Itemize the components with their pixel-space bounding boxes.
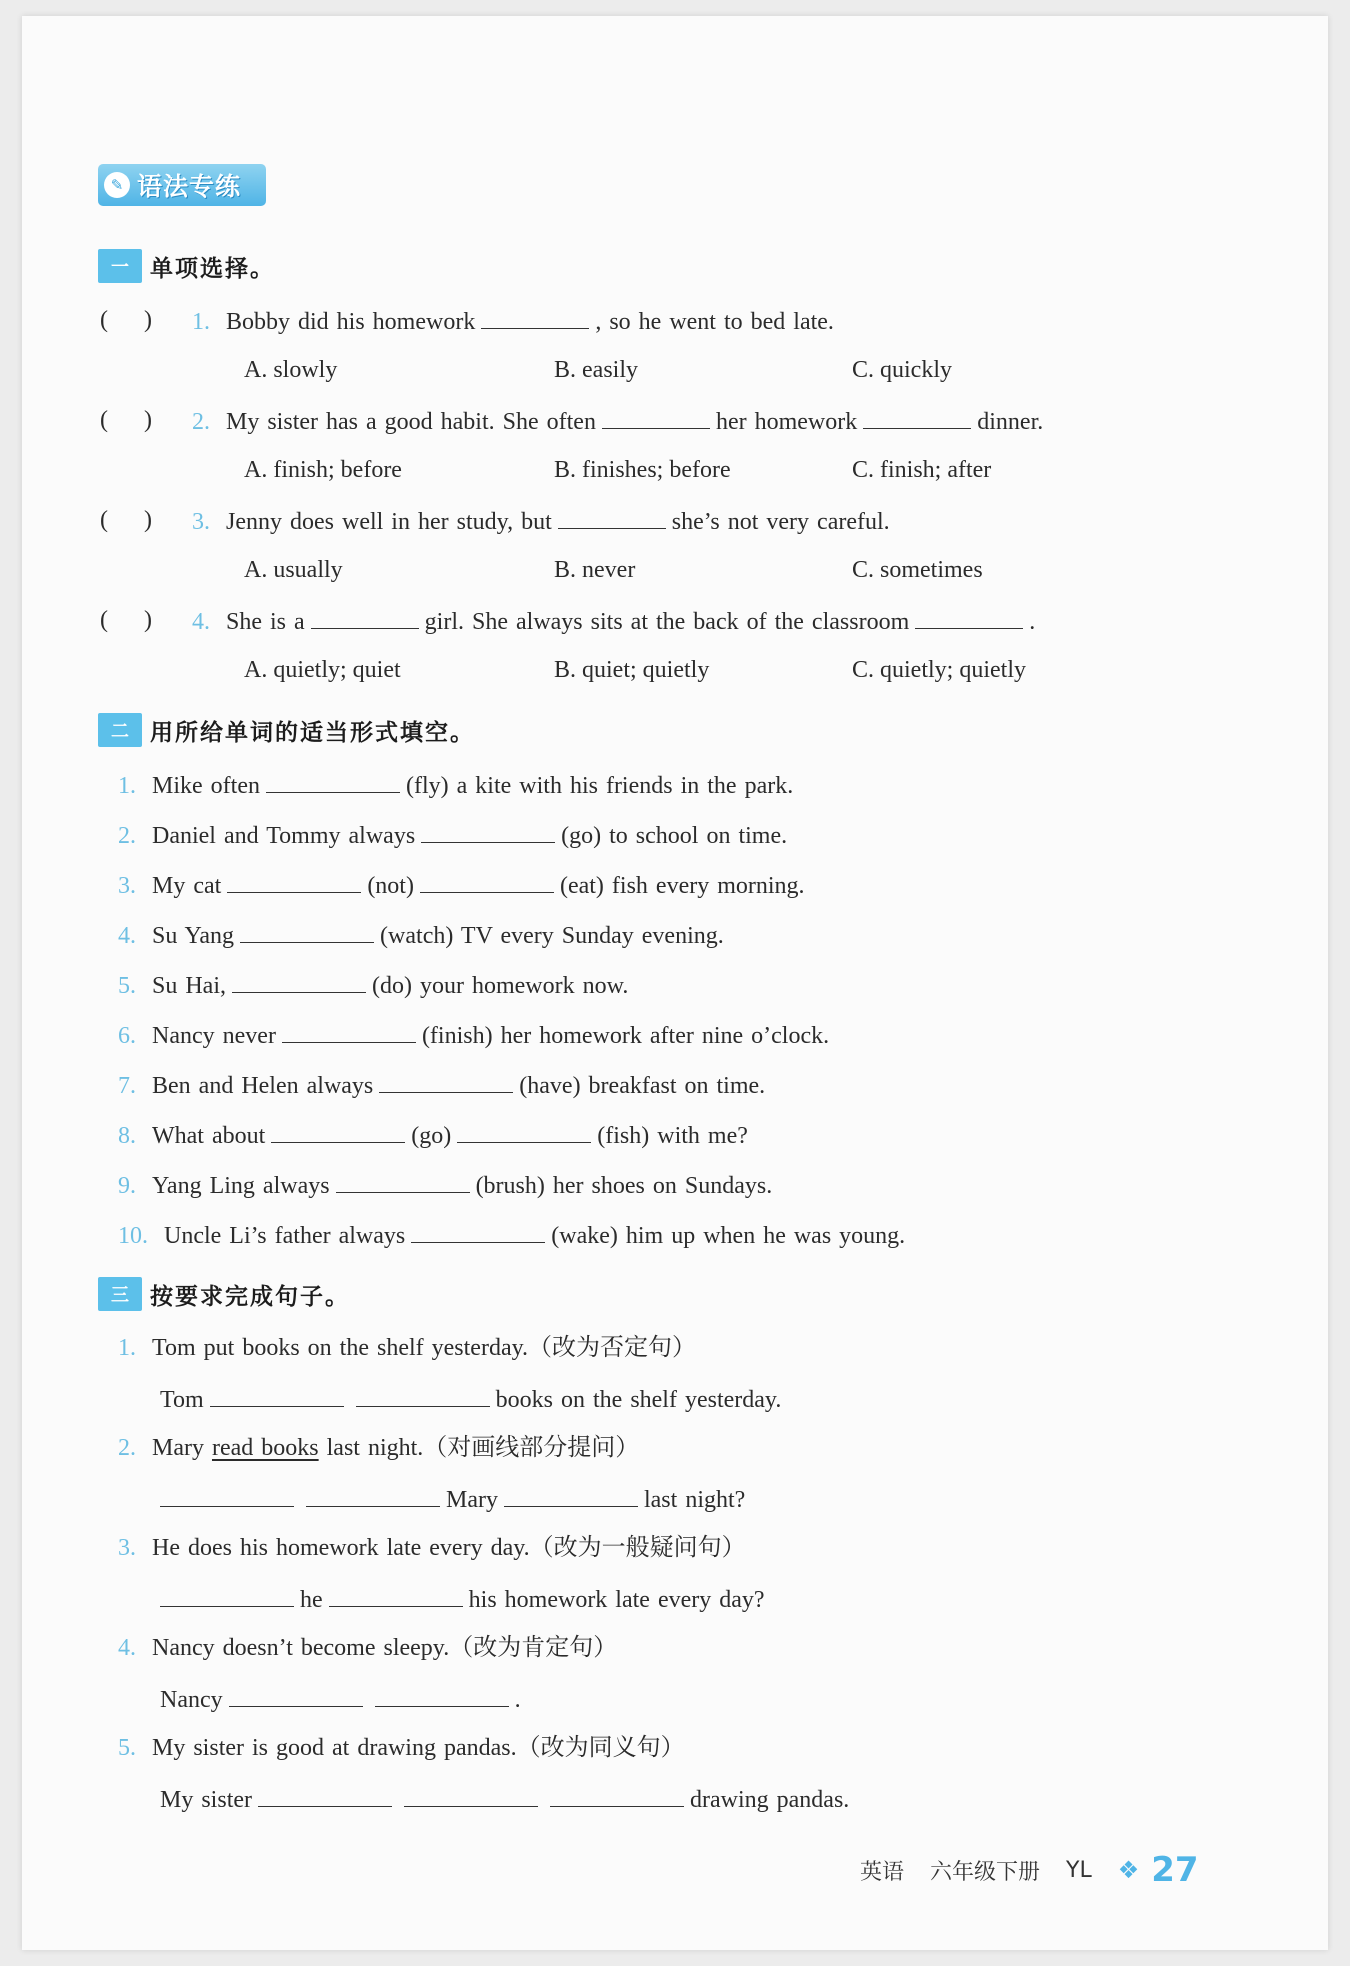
- mc-question-2: 2. My sister has a good habit. She often her homework dinner.: [192, 404, 1043, 438]
- underlined-phrase: read books: [211, 1435, 319, 1461]
- page-footer: [860, 1848, 1199, 1892]
- answer-blank[interactable]: [266, 768, 400, 793]
- answer-blank[interactable]: [375, 1682, 509, 1707]
- rewrite-item-4-prompt: 4. Nancy doesn’t become sleepy.（改为肯定句）: [118, 1635, 618, 1661]
- fill-item-6: 6. Nancy never (finish) her homework after nine o’clock.: [118, 1018, 829, 1052]
- answer-bracket[interactable]: ( ): [100, 607, 152, 633]
- answer-blank[interactable]: [160, 1482, 294, 1507]
- mc-question-4: 4. She is a girl. She always sits at the back of the classroom .: [192, 604, 1035, 638]
- option-b[interactable]: B. never: [554, 557, 636, 583]
- answer-blank[interactable]: [336, 1168, 470, 1193]
- fill-item-8: 8. What about (go) (fish) with me?: [118, 1118, 748, 1152]
- answer-blank[interactable]: [558, 504, 666, 529]
- fill-item-1: 1. Mike often (fly) a kite with his friends in the park.: [118, 768, 793, 802]
- answer-blank[interactable]: [229, 1682, 363, 1707]
- answer-blank[interactable]: [240, 918, 374, 943]
- option-b[interactable]: B. finishes; before: [554, 457, 731, 483]
- answer-blank[interactable]: [915, 604, 1023, 629]
- banner-title: 语法专练: [137, 172, 242, 201]
- fill-item-7: 7. Ben and Helen always (have) breakfast on time.: [118, 1068, 765, 1102]
- answer-blank[interactable]: [457, 1118, 591, 1143]
- option-a[interactable]: A. finish; before: [244, 457, 402, 483]
- answer-bracket[interactable]: ( ): [100, 407, 152, 433]
- answer-blank[interactable]: [356, 1382, 490, 1407]
- answer-blank[interactable]: [258, 1782, 392, 1807]
- fill-item-5: 5. Su Hai, (do) your homework now.: [118, 968, 628, 1002]
- mc-question-3: 3. Jenny does well in her study, but she’s not very careful.: [192, 504, 890, 538]
- answer-blank[interactable]: [210, 1382, 344, 1407]
- answer-blank[interactable]: [160, 1582, 294, 1607]
- option-c[interactable]: C. quickly: [852, 357, 952, 383]
- answer-blank[interactable]: [227, 868, 361, 893]
- option-b[interactable]: B. quiet; quietly: [554, 657, 710, 683]
- answer-blank[interactable]: [306, 1482, 440, 1507]
- rewrite-item-3-answer: he his homework late every day?: [154, 1582, 765, 1616]
- rewrite-item-5-prompt: 5. My sister is good at drawing pandas.（改为同义句）: [118, 1735, 685, 1761]
- option-b[interactable]: B. easily: [554, 357, 638, 383]
- page-number: 27: [1151, 1850, 1199, 1890]
- footer-edition: YL: [1066, 1857, 1092, 1883]
- section-title: 用所给单词的适当形式填空。: [150, 719, 475, 746]
- answer-blank[interactable]: [311, 604, 419, 629]
- footer-subject: 英语: [860, 1859, 905, 1885]
- option-a[interactable]: A. usually: [244, 557, 343, 583]
- option-c[interactable]: C. finish; after: [852, 457, 992, 483]
- fill-item-4: 4. Su Yang (watch) TV every Sunday evening.: [118, 918, 724, 952]
- diamond-icon: ❖: [1117, 1856, 1140, 1884]
- answer-blank[interactable]: [420, 868, 554, 893]
- rewrite-item-3-prompt: 3. He does his homework late every day.（改为一般疑问句）: [118, 1535, 746, 1561]
- answer-blank[interactable]: [329, 1582, 463, 1607]
- section-number: 二: [98, 713, 142, 747]
- answer-blank[interactable]: [602, 404, 710, 429]
- rewrite-item-2-answer: Mary last night?: [154, 1482, 745, 1516]
- grammar-practice-banner: [98, 164, 266, 206]
- answer-blank[interactable]: [232, 968, 366, 993]
- answer-blank[interactable]: [863, 404, 971, 429]
- section-3-header: [98, 1276, 350, 1312]
- option-a[interactable]: A. quietly; quiet: [244, 657, 401, 683]
- answer-blank[interactable]: [282, 1018, 416, 1043]
- option-c[interactable]: C. quietly; quietly: [852, 657, 1026, 683]
- answer-blank[interactable]: [504, 1482, 638, 1507]
- rewrite-item-1-prompt: 1. Tom put books on the shelf yesterday.（改为否定句）: [118, 1335, 697, 1361]
- section-title: 单项选择。: [150, 255, 275, 282]
- rewrite-item-5-answer: My sister drawing pandas.: [160, 1782, 849, 1816]
- answer-blank[interactable]: [550, 1782, 684, 1807]
- footer-grade: 六年级下册: [930, 1859, 1041, 1885]
- section-number: 三: [98, 1277, 142, 1311]
- answer-blank[interactable]: [481, 304, 589, 329]
- fill-item-2: 2. Daniel and Tommy always (go) to school on time.: [118, 818, 787, 852]
- answer-blank[interactable]: [404, 1782, 538, 1807]
- answer-blank[interactable]: [271, 1118, 405, 1143]
- fill-item-10: 10. Uncle Li’s father always (wake) him up when he was young.: [118, 1218, 905, 1252]
- section-title: 按要求完成句子。: [150, 1283, 350, 1310]
- worksheet-page: [22, 16, 1328, 1950]
- banner-badge-icon: ✎: [104, 172, 130, 198]
- rewrite-item-2-prompt: 2. Mary read books last night.（对画线部分提问）: [118, 1435, 640, 1461]
- option-a[interactable]: A. slowly: [244, 357, 338, 383]
- rewrite-item-1-answer: Tom books on the shelf yesterday.: [160, 1382, 781, 1416]
- answer-bracket[interactable]: ( ): [100, 507, 152, 533]
- rewrite-item-4-answer: Nancy .: [160, 1682, 521, 1716]
- fill-item-9: 9. Yang Ling always (brush) her shoes on Sundays.: [118, 1168, 772, 1202]
- fill-item-3: 3. My cat (not) (eat) fish every morning.: [118, 868, 805, 902]
- section-1-header: [98, 248, 275, 284]
- answer-blank[interactable]: [421, 818, 555, 843]
- section-2-header: [98, 712, 475, 748]
- answer-blank[interactable]: [411, 1218, 545, 1243]
- mc-question-1: 1. Bobby did his homework , so he went to bed late.: [192, 304, 834, 338]
- section-number: 一: [98, 249, 142, 283]
- answer-bracket[interactable]: ( ): [100, 307, 152, 333]
- option-c[interactable]: C. sometimes: [852, 557, 983, 583]
- answer-blank[interactable]: [379, 1068, 513, 1093]
